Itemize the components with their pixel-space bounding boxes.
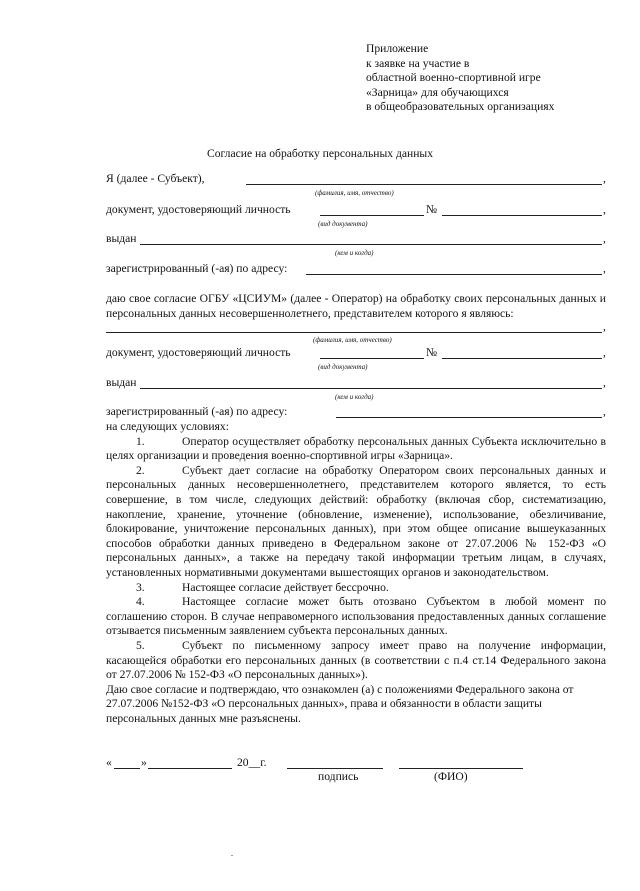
caption-issued-2: (кем и когда)	[335, 393, 374, 401]
representative-name-field[interactable]	[106, 332, 602, 333]
subject-label: Я (далее - Субъект),	[106, 172, 205, 186]
date-close-quote: »	[141, 756, 147, 770]
rep-number-sign: №	[426, 346, 438, 360]
issued-label: выдан	[106, 232, 137, 246]
doc-number-field[interactable]	[442, 215, 602, 216]
appendix-header	[366, 42, 626, 115]
caption-issued: (кем и когда)	[335, 249, 374, 257]
rep-issued-field[interactable]	[140, 388, 602, 389]
issued-field[interactable]	[140, 244, 602, 245]
condition-item: 2. Субъект дает согласие на обработку Оператором своих персональных данных и персональных данных несовершеннолетнего, представителем которого является, то есть совершение, в том числе, следующих действий: обработку (включая сбор, систематизацию, накопление, хранение, уточнение (обновление, изменение), использование, обезличивание, блокирование, уничтожение персональных данных), при этом общее описание вышеуказанных способов обработки данных приведено в Федеральном законе от 27.07.2006 № 152-ФЗ «О персональных данных», а также на передачу такой информации третьим лицам, в случаях, установленных нормативными документами вышестоящих органов и законодательством.	[106, 463, 606, 579]
caption-fio: (фамилия, имя, отчество)	[315, 189, 394, 197]
rep-doc-number-field[interactable]	[442, 358, 602, 359]
rep-doc-line: документ, удостоверяющий личность № ,	[106, 346, 606, 360]
month-field[interactable]	[148, 768, 232, 769]
subject-doc-line: документ, удостоверяющий личность № ,	[106, 203, 606, 217]
caption-fio-2: (фамилия, имя, отчество)	[313, 336, 392, 344]
rep-issued-line: выдан ,	[106, 376, 606, 390]
rep-issued-label: выдан	[106, 376, 137, 390]
condition-item: 3. Настоящее согласие действует бессрочно.	[136, 580, 389, 594]
consent-intro-text: даю свое согласие ОГБУ «ЦСИУМ» (далее - Оператор) на обработку своих персональных данных и персональных данных несовершеннолетнего, представителем которого я являюсь:	[106, 292, 606, 320]
consent-intro	[106, 292, 606, 321]
condition-item: 5. Субъект по письменному запросу имеет право на получение информации, касающейся обработки его персональных данных (в соответствии с п.4 ст.14 Федерального закона от 27.07.2006 № 152-ФЗ «О персональных данных»).	[106, 638, 606, 682]
signature-line	[106, 756, 606, 771]
subject-issued-line: выдан ,	[106, 232, 606, 246]
condition-item: 1. Оператор осуществляет обработку персональных данных Субъекта исключительно в целях организации и проведения военно-спортивной игры «Зарница».	[106, 434, 606, 463]
rep-address-line: зарегистрированный (-ая) по адресу: ,	[106, 405, 606, 419]
doc-type-field[interactable]	[320, 215, 424, 216]
subject-name-line: Я (далее - Субъект), ,	[106, 172, 606, 186]
conditions-intro: на следующих условиях:	[106, 420, 229, 433]
doc-label: документ, удостоверяющий личность	[106, 203, 291, 217]
caption-doc: (вид документа)	[318, 220, 368, 228]
condition-item: 4. Настоящее согласие может быть отозвано Субъектом в любой момент по соглашению сторон. В случае неправомерного использования предоставленных данных соглашение отзывается письменным заявлением субъекта персональных данных.	[106, 595, 606, 638]
rep-address-label: зарегистрированный (-ая) по адресу:	[106, 405, 288, 419]
appendix-line: «Зарница» для обучающихся	[366, 85, 509, 99]
final-consent: Даю свое согласие и подтверждаю, что ознакомлен (а) с положениями Федерального закона от 27.07.2006 №152-ФЗ «О персональных данных», права и обязанности в области защиты персональных данных мне разъяснены.	[106, 682, 574, 725]
date-open-quote: «	[106, 756, 112, 770]
appendix-line: областной военно-спортивной игре	[366, 71, 541, 85]
day-field[interactable]	[114, 768, 140, 769]
appendix-line: Приложение	[366, 42, 429, 55]
subject-address-line: зарегистрированный (-ая) по адресу: ,	[106, 262, 606, 276]
signature-field[interactable]	[287, 768, 383, 769]
year-label: 20__г.	[237, 756, 267, 770]
address-field[interactable]	[306, 274, 602, 275]
rep-doc-type-field[interactable]	[320, 358, 424, 359]
caption-doc-2: (вид документа)	[318, 363, 368, 371]
appendix-line: в общеобразовательных организациях	[366, 100, 555, 114]
representative-name-line: ,	[106, 320, 606, 335]
appendix-line: к заявке на участие в	[366, 56, 470, 70]
conditions-block	[106, 420, 606, 726]
subject-name-field[interactable]	[246, 184, 602, 185]
fio-field[interactable]	[399, 768, 523, 769]
rep-doc-label: документ, удостоверяющий личность	[106, 346, 291, 360]
document-title: Согласие на обработку персональных данных	[206, 147, 434, 160]
address-label: зарегистрированный (-ая) по адресу:	[106, 262, 288, 276]
scan-speck	[231, 855, 233, 856]
rep-address-field[interactable]	[336, 417, 602, 418]
signature-caption: подпись	[318, 770, 359, 783]
fio-caption: (ФИО)	[434, 770, 468, 783]
number-sign: №	[426, 203, 438, 217]
